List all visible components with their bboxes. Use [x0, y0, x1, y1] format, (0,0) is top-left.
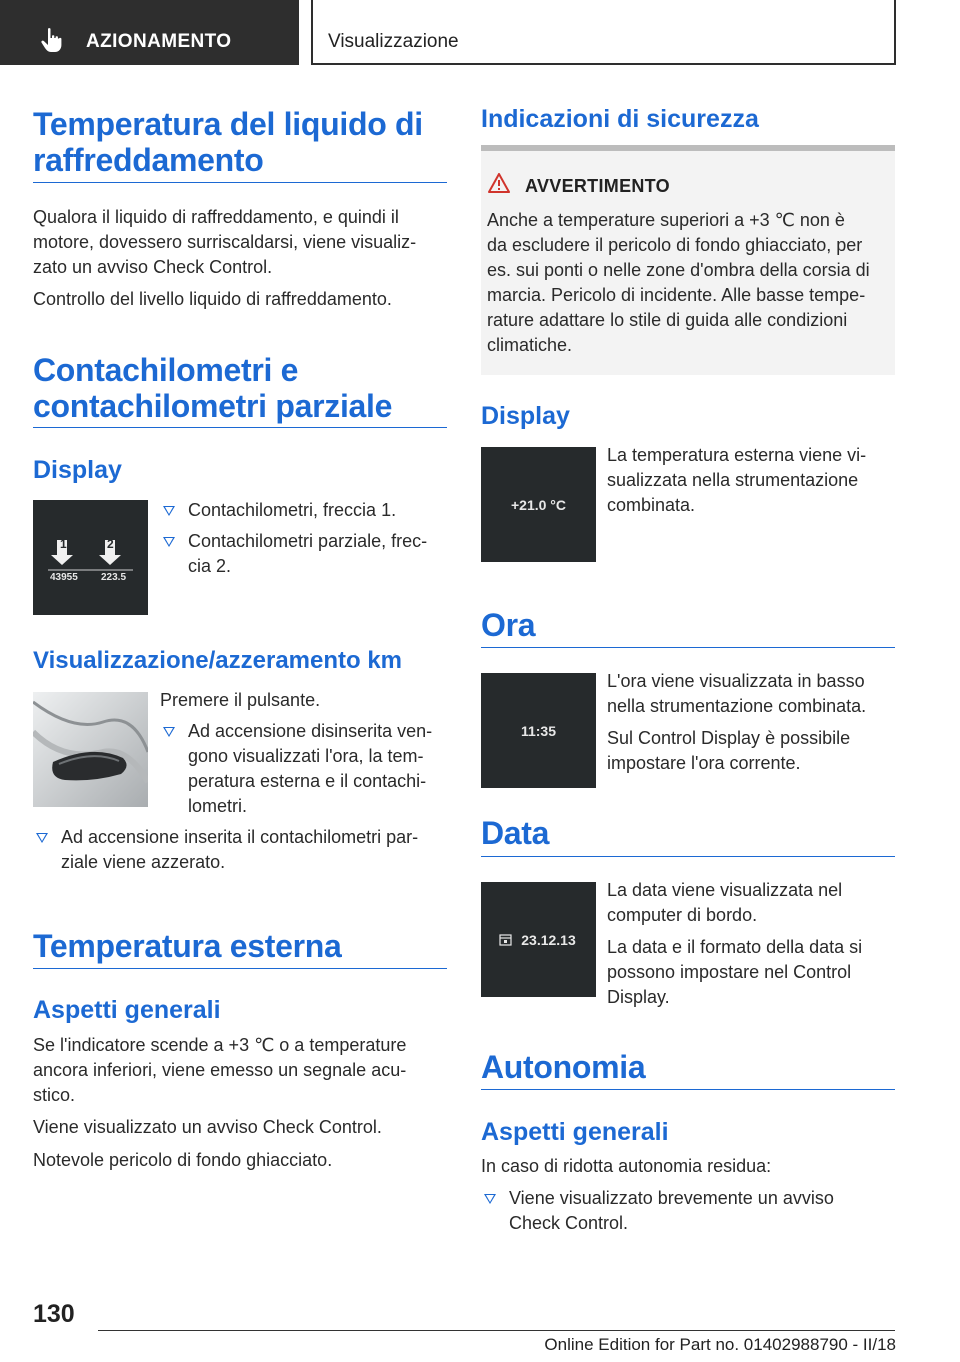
subsection-label: Visualizzazione: [328, 31, 459, 52]
bullet-icon: [163, 506, 175, 516]
temp-display-text: La temperatura esterna viene vi- sualizzata nella strumentazione combinata.: [607, 445, 867, 515]
coolant-paragraph-1: Qualora il liquido di raffreddamento, e quindi il motore, dovessero surriscaldarsi, viene visualiz- zato un avviso Check Control.: [33, 207, 417, 277]
section-rule: [33, 968, 447, 969]
list-item: Ad accensione inserita il contachilometri par- ziale viene azzerato.: [61, 827, 419, 872]
safety-title: Indicazioni di sicurezza: [481, 105, 759, 133]
time-display-image: [481, 673, 596, 788]
time-paragraph-2: Sul Control Display è possibile impostare l'ora corrente.: [607, 728, 851, 773]
odometer-value: 43955: [50, 572, 78, 583]
list-item: Contachilometri, freccia 1.: [188, 500, 397, 520]
bullet-icon: [484, 1194, 496, 1204]
date-display-image: [481, 882, 596, 997]
arrow-label-2: 2: [107, 537, 114, 551]
subsection-tab: [311, 0, 896, 65]
outside-temp-paragraph-3: Notevole pericolo di fondo ghiacciato.: [33, 1150, 333, 1170]
range-title: Autonomia: [481, 1049, 646, 1085]
section-rule: [33, 182, 447, 183]
outside-temp-paragraph-2: Viene visualizzato un avviso Check Control.: [33, 1117, 382, 1137]
temp-display-value: +21.0 °C: [510, 497, 567, 513]
odometer-display-image: [33, 500, 148, 615]
bullet-icon: [163, 727, 175, 737]
bullet-icon: [163, 537, 175, 547]
range-paragraph: In caso di ridotta autonomia residua:: [481, 1156, 772, 1176]
odometer-display-heading: Display: [33, 456, 122, 484]
warning-text: Anche a temperature superiori a +3 ℃ non è da escludere il pericolo di fondo ghiacciato, per es. sui ponti o nelle zone d'ombra della corsia di marcia. Pericolo di incidente. Alle basse tempe- rature adattare lo stile di guida alle condizioni climatiche.: [487, 210, 870, 355]
warning-title: AVVERTIMENTO: [525, 176, 670, 196]
footer-rule: [98, 1330, 895, 1331]
outside-temp-general-heading: Aspetti generali: [33, 996, 221, 1024]
section-rule: [481, 856, 895, 857]
reset-button-icon: [33, 692, 148, 807]
reset-paragraph: Premere il pulsante.: [160, 690, 321, 710]
time-paragraph-1: L'ora viene visualizzata in basso nella strumentazione combinata.: [607, 671, 867, 716]
section-rule: [481, 647, 895, 648]
odometer-title: Contachilometri e contachilometri parziale: [33, 352, 393, 424]
temp-display-heading: Display: [481, 402, 570, 430]
coolant-paragraph-2: Controllo del livello liquido di raffreddamento.: [33, 289, 392, 309]
bullet-icon: [36, 833, 48, 843]
temp-display-image: [481, 447, 596, 562]
coolant-title: Temperatura del liquido di raffreddamento: [33, 106, 423, 178]
warning-triangle-icon: [488, 173, 510, 193]
time-display-value: 11:35: [520, 723, 557, 739]
outside-temp-title: Temperatura esterna: [33, 928, 342, 964]
reset-heading: Visualizzazione/azzeramento km: [33, 647, 403, 674]
edition-text: Online Edition for Part no. 01402988790 - II/18: [544, 1335, 896, 1354]
list-item: Contachilometri parziale, frec- cia 2.: [188, 531, 428, 576]
time-title: Ora: [481, 607, 536, 643]
date-title: Data: [481, 815, 550, 851]
date-display-value: 23.12.13: [521, 932, 576, 948]
section-rule: [481, 1089, 895, 1090]
range-general-heading: Aspetti generali: [481, 1118, 669, 1146]
warning-box: [481, 145, 895, 375]
list-item: Ad accensione disinserita ven- gono visualizzati l'ora, la tem- peratura esterna e il contachi- lometri.: [188, 721, 433, 816]
date-paragraph-1: La data viene visualizzata nel computer di bordo.: [607, 880, 843, 925]
outside-temp-paragraph-1: Se l'indicatore scende a +3 ℃ o a temperature ancora inferiori, viene emesso un segnale acu- stico.: [33, 1035, 407, 1105]
reset-button-image: [33, 692, 148, 807]
list-item: Viene visualizzato brevemente un avviso Check Control.: [509, 1188, 834, 1233]
odometer-arrows-icon: [33, 500, 148, 615]
date-paragraph-2: La data e il formato della data si possono impostare nel Control Display.: [607, 937, 863, 1007]
chapter-tab: [0, 0, 299, 65]
chapter-label: AZIONAMENTO: [86, 31, 232, 52]
section-rule: [33, 427, 447, 428]
page-number: 130: [33, 1300, 75, 1328]
arrow-label-1: 1: [60, 537, 67, 551]
trip-value: 223.5: [101, 572, 127, 583]
hand-pointer-icon: [40, 27, 64, 53]
